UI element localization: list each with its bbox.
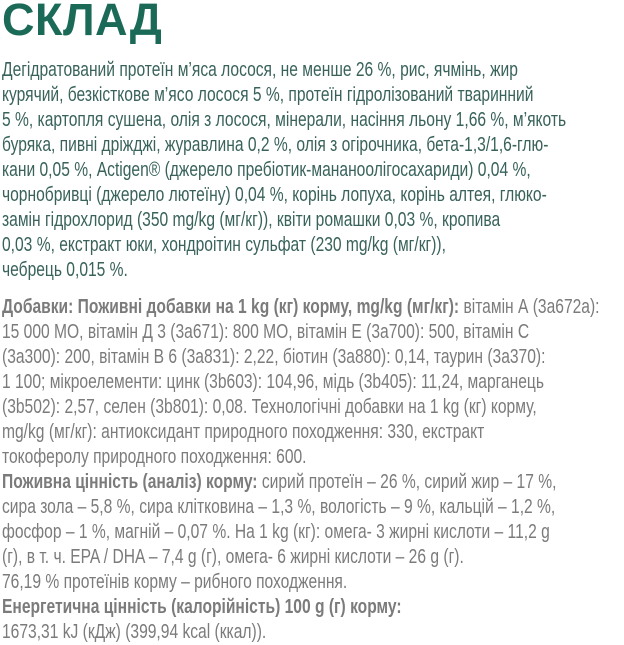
text-run: сира зола – 5,8 %, сира клітковина – 1,3 %, вологість – 9 %, кальцій – 1,2 %, xyxy=(2,496,556,518)
text-run: (3а300): 200, вітамін В 6 (3а831): 2,22, біотин (3а880): 0,14, таурин (3а370): xyxy=(2,346,546,368)
text-run: буряка, пивні дріжджі, журавлина 0,2 %, олія з огірочника, бета-1,3/1,6-глю- xyxy=(2,134,549,156)
text-line xyxy=(2,108,624,133)
text-run: курячий, безкісткове м’ясо лосося 5 %, протеїн гідролізований тваринний xyxy=(2,84,534,106)
text-run: токоферолу природного походження: 600. xyxy=(2,446,307,468)
text-line xyxy=(2,620,624,645)
ingredients-paragraph xyxy=(2,58,624,283)
text-line xyxy=(2,545,624,570)
bold-text-run: Добавки: Поживні добавки на 1 kg (кг) корму, mg/kg (мг/кг): xyxy=(2,296,464,318)
text-run: 15 000 МО, вітамін Д 3 (3а671): 800 МО, вітамін Е (3а700): 500, вітамін С xyxy=(2,321,530,343)
text-line xyxy=(2,570,624,595)
text-line xyxy=(2,183,624,208)
text-run: фосфор – 1 %, магній – 0,07 %. На 1 kg (кг): омега- 3 жирні кислоти – 11,2 g xyxy=(2,521,550,543)
text-line xyxy=(2,295,624,320)
text-line xyxy=(2,395,624,420)
text-run: Дегідратований протеїн м’яса лосося, не менше 26 %, рис, ячмінь, жир xyxy=(2,59,518,81)
text-run: (3b502): 2,57, селен (3b801): 0,08. Технологічні добавки на 1 kg (кг) корму, xyxy=(2,396,537,418)
text-run: сирий протеїн – 26 %, сирий жир – 17 %, xyxy=(261,471,557,493)
text-line xyxy=(2,83,624,108)
text-line xyxy=(2,320,624,345)
text-run: (г), в т. ч. EPA / DHA – 7,4 g (г), омега- 6 жирні кислоти – 26 g (г). xyxy=(2,546,464,568)
text-line xyxy=(2,420,624,445)
text-line xyxy=(2,233,624,258)
text-run: кани 0,05 %, Actigen® (джерело пребіотик-мананоолігосахариди) 0,04 %, xyxy=(2,159,531,181)
section-title: СКЛАД xyxy=(2,0,163,45)
text-run: чебрець 0,015 %. xyxy=(2,259,128,281)
text-run: 0,03 %, екстракт юки, хондроітин сульфат (230 mg/kg (мг/кг)), xyxy=(2,234,446,256)
text-run: mg/kg (мг/кг): антиоксидант природного походження: 330, екстракт xyxy=(2,421,485,443)
text-run: 76,19 % протеїнів корму – рибного походження. xyxy=(2,571,348,593)
additives-nutrition-paragraphs xyxy=(2,295,624,645)
text-line xyxy=(2,158,624,183)
bold-text-run: Поживна цінність (аналіз) корму: xyxy=(2,471,262,493)
text-line xyxy=(2,345,624,370)
text-line xyxy=(2,445,624,470)
text-run: 1673,31 kJ (кДж) (399,94 kcal (ккал)). xyxy=(2,621,267,643)
text-line xyxy=(2,258,624,283)
text-line xyxy=(2,470,624,495)
text-line xyxy=(2,58,624,83)
text-line xyxy=(2,595,624,620)
text-run: вітамін А (3а672а): xyxy=(463,296,600,318)
text-line xyxy=(2,495,624,520)
text-line xyxy=(2,208,624,233)
text-run: замін гідрохлорид (350 mg/kg (мг/кг)), квіти ромашки 0,03 %, кропива xyxy=(2,209,501,231)
text-line xyxy=(2,370,624,395)
text-run: 1 100; мікроелементи: цинк (3b603): 104,96, мідь (3b405): 11,24, марганець xyxy=(2,371,545,393)
text-run: 5 %, картопля сушена, олія з лосося, мінерали, насіння льону 1,66 %, м’якоть xyxy=(2,109,567,131)
text-run: чорнобривці (джерело лютеїну) 0,04 %, корінь лопуха, корінь алтея, глюко- xyxy=(2,184,547,206)
text-line xyxy=(2,520,624,545)
bold-text-run: Енергетична цінність (калорійність) 100 g (г) корму: xyxy=(2,596,402,618)
text-line xyxy=(2,133,624,158)
